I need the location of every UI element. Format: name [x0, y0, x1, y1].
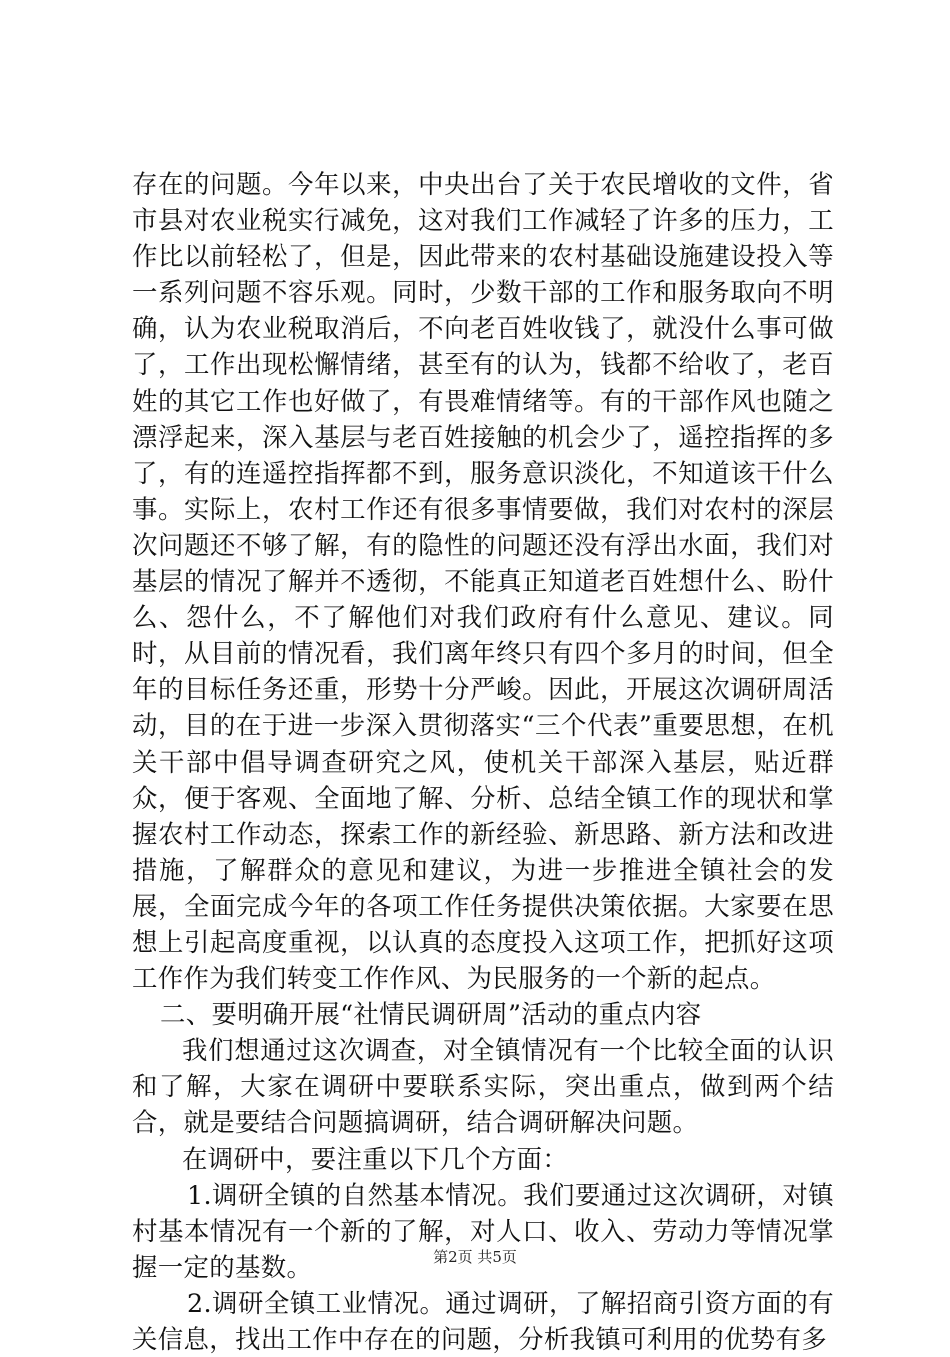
page-number: 第2页 共5页: [433, 1248, 517, 1266]
body-paragraph-continuation: 存在的问题。今年以来，中央出台了关于农民增收的文件，省市县对农业税实行减免，这对我们工作减轻了许多的压力，工作比以前轻松了，但是，因此带来的农村基础设施建设投入等一系列问题不容乐观。同时，少数干部的工作和服务取向不明确，认为农业税取消后，不向老百姓收钱了，就没什么事可做了，工作出现松懈情绪，甚至有的认为，钱都不给收了，老百姓的其它工作也好做了，有畏难情绪等。有的干部作风也随之漂浮起来，深入基层与老百姓接触的机会少了，遥控指挥的多了，有的连遥控指挥都不到，服务意识淡化，不知道该干什么事。实际上，农村工作还有很多事情要做，我们对农村的深层次问题还不够了解，有的隐性的问题还没有浮出水面，我们对基层的情况了解并不透彻，不能真正知道老百姓想什么、盼什么、怨什么，不了解他们对我们政府有什么意见、建议。同时，从目前的情况看，我们离年终只有四个多月的时间，但全年的目标任务还重，形势十分严峻。因此，开展这次调研周活动，目的在于进一步深入贯彻落实“三个代表”重要思想，在机关干部中倡导调查研究之风，使机关干部深入基层，贴近群众，便于客观、全面地了解、分析、总结全镇工作的现状和掌握农村工作动态，探索工作的新经验、新思路、新方法和改进措施，了解群众的意见和建议，为进一步推进全镇社会的发展，全面完成今年的各项工作任务提供决策依据。大家要在思想上引起高度重视，以认真的态度投入这项工作，把抓好这项工作作为我们转变工作作风、为民服务的一个新的起点。: [132, 169, 834, 994]
list-item: 2.调研全镇工业情况。通过调研，了解招商引资方面的有关信息，找出工作中存在的问题，分析我镇可利用的优势有多: [132, 1287, 834, 1354]
body-paragraph: 我们想通过这次调查，对全镇情况有一个比较全面的认识和了解，大家在调研中要联系实际，突出重点，做到两个结合，就是要结合问题搞调研，结合调研解决问题。: [132, 1035, 834, 1138]
document-body: [132, 166, 834, 1357]
section-heading: 二、要明确开展“社情民调研周”活动的重点内容: [160, 999, 702, 1030]
list-item: 1.调研全镇的自然基本情况。我们要通过这次调研，对镇村基本情况有一个新的了解，对人口、收入、劳动力等情况掌握一定的基数。: [132, 1179, 834, 1282]
body-paragraph: 在调研中，要注重以下几个方面：: [182, 1143, 569, 1174]
